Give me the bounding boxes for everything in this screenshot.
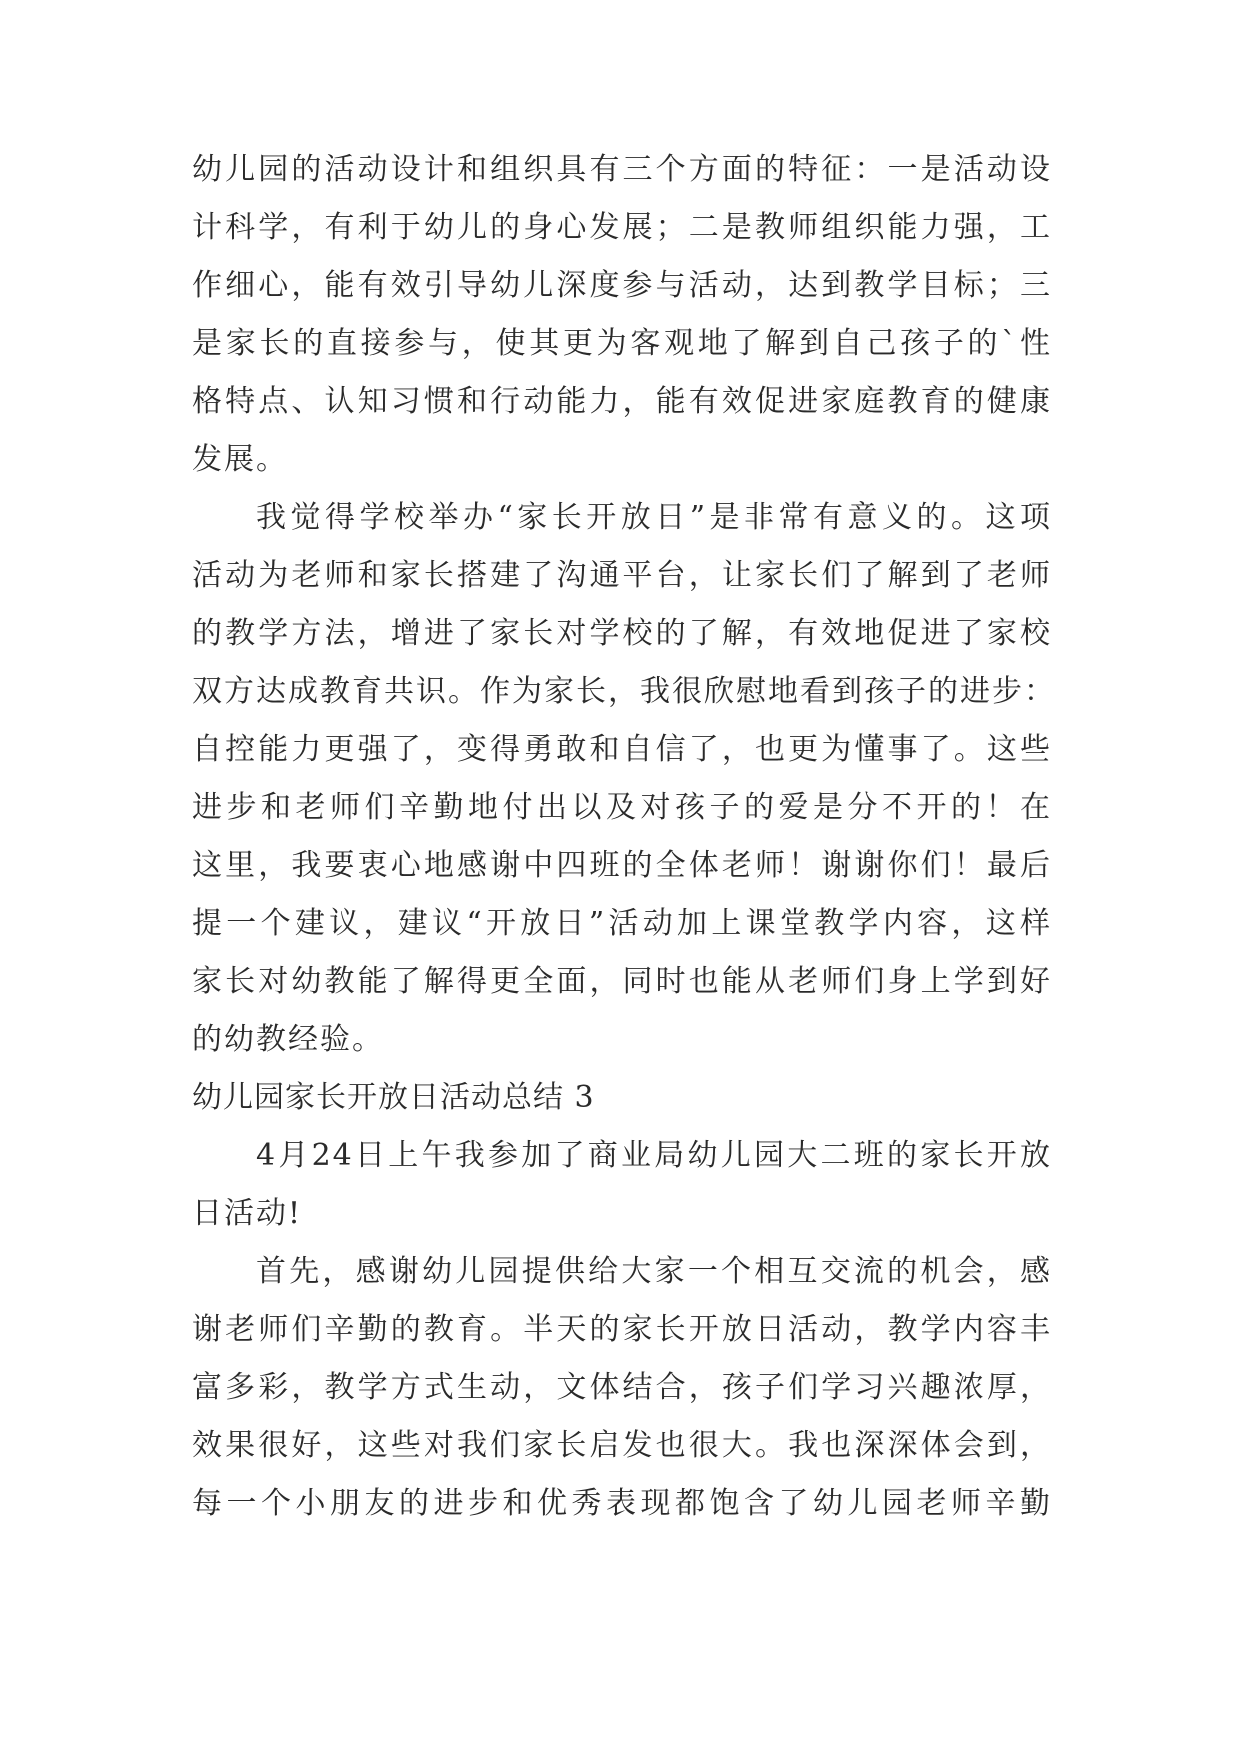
paragraph-line: 发展。 — [192, 442, 288, 477]
paragraph-line: 计科学，有利于幼儿的身心发展；二是教师组织能力强，工 — [192, 210, 1052, 245]
paragraph-line: 的教学方法，增进了家长对学校的了解，有效地促进了家校 — [192, 616, 1052, 651]
paragraph-line: 幼儿园的活动设计和组织具有三个方面的特征：一是活动设 — [192, 152, 1052, 187]
paragraph-line: 进步和老师们辛勤地付出以及对孩子的爱是分不开的！在 — [192, 790, 1052, 825]
paragraph-line: 提一个建议，建议“开放日”活动加上课堂教学内容，这样 — [192, 906, 1052, 941]
paragraph-line: 首先，感谢幼儿园提供给大家一个相互交流的机会，感 — [256, 1254, 1052, 1289]
paragraph-line: 双方达成教育共识。作为家长，我很欣慰地看到孩子的进步： — [192, 674, 1056, 709]
paragraph-line: 格特点、认知习惯和行动能力，能有效促进家庭教育的健康 — [192, 384, 1052, 419]
paragraph-line: 4月24日上午我参加了商业局幼儿园大二班的家长开放 — [256, 1138, 1052, 1173]
section-heading: 幼儿园家长开放日活动总结 3 — [192, 1080, 595, 1115]
paragraph-line: 活动为老师和家长搭建了沟通平台，让家长们了解到了老师 — [192, 558, 1052, 593]
paragraph-line: 家长对幼教能了解得更全面，同时也能从老师们身上学到好 — [192, 964, 1052, 999]
paragraph-line: 作细心，能有效引导幼儿深度参与活动，达到教学目标；三 — [192, 268, 1052, 303]
paragraph-line: 富多彩，教学方式生动，文体结合，孩子们学习兴趣浓厚， — [192, 1370, 1052, 1405]
paragraph-line: 效果很好，这些对我们家长启发也很大。我也深深体会到， — [192, 1428, 1052, 1463]
paragraph-line: 我觉得学校举办“家长开放日”是非常有意义的。这项 — [256, 500, 1052, 535]
paragraph-line: 的幼教经验。 — [192, 1022, 384, 1057]
paragraph-line: 每一个小朋友的进步和优秀表现都饱含了幼儿园老师辛勤 — [192, 1486, 1052, 1521]
paragraph-line: 这里，我要衷心地感谢中四班的全体老师！谢谢你们！最后 — [192, 848, 1052, 883]
paragraph-line: 谢老师们辛勤的教育。半天的家长开放日活动，教学内容丰 — [192, 1312, 1052, 1347]
paragraph-line: 日活动! — [192, 1196, 303, 1231]
paragraph-line: 自控能力更强了，变得勇敢和自信了，也更为懂事了。这些 — [192, 732, 1052, 767]
paragraph-line: 是家长的直接参与，使其更为客观地了解到自己孩子的`性 — [192, 326, 1052, 361]
